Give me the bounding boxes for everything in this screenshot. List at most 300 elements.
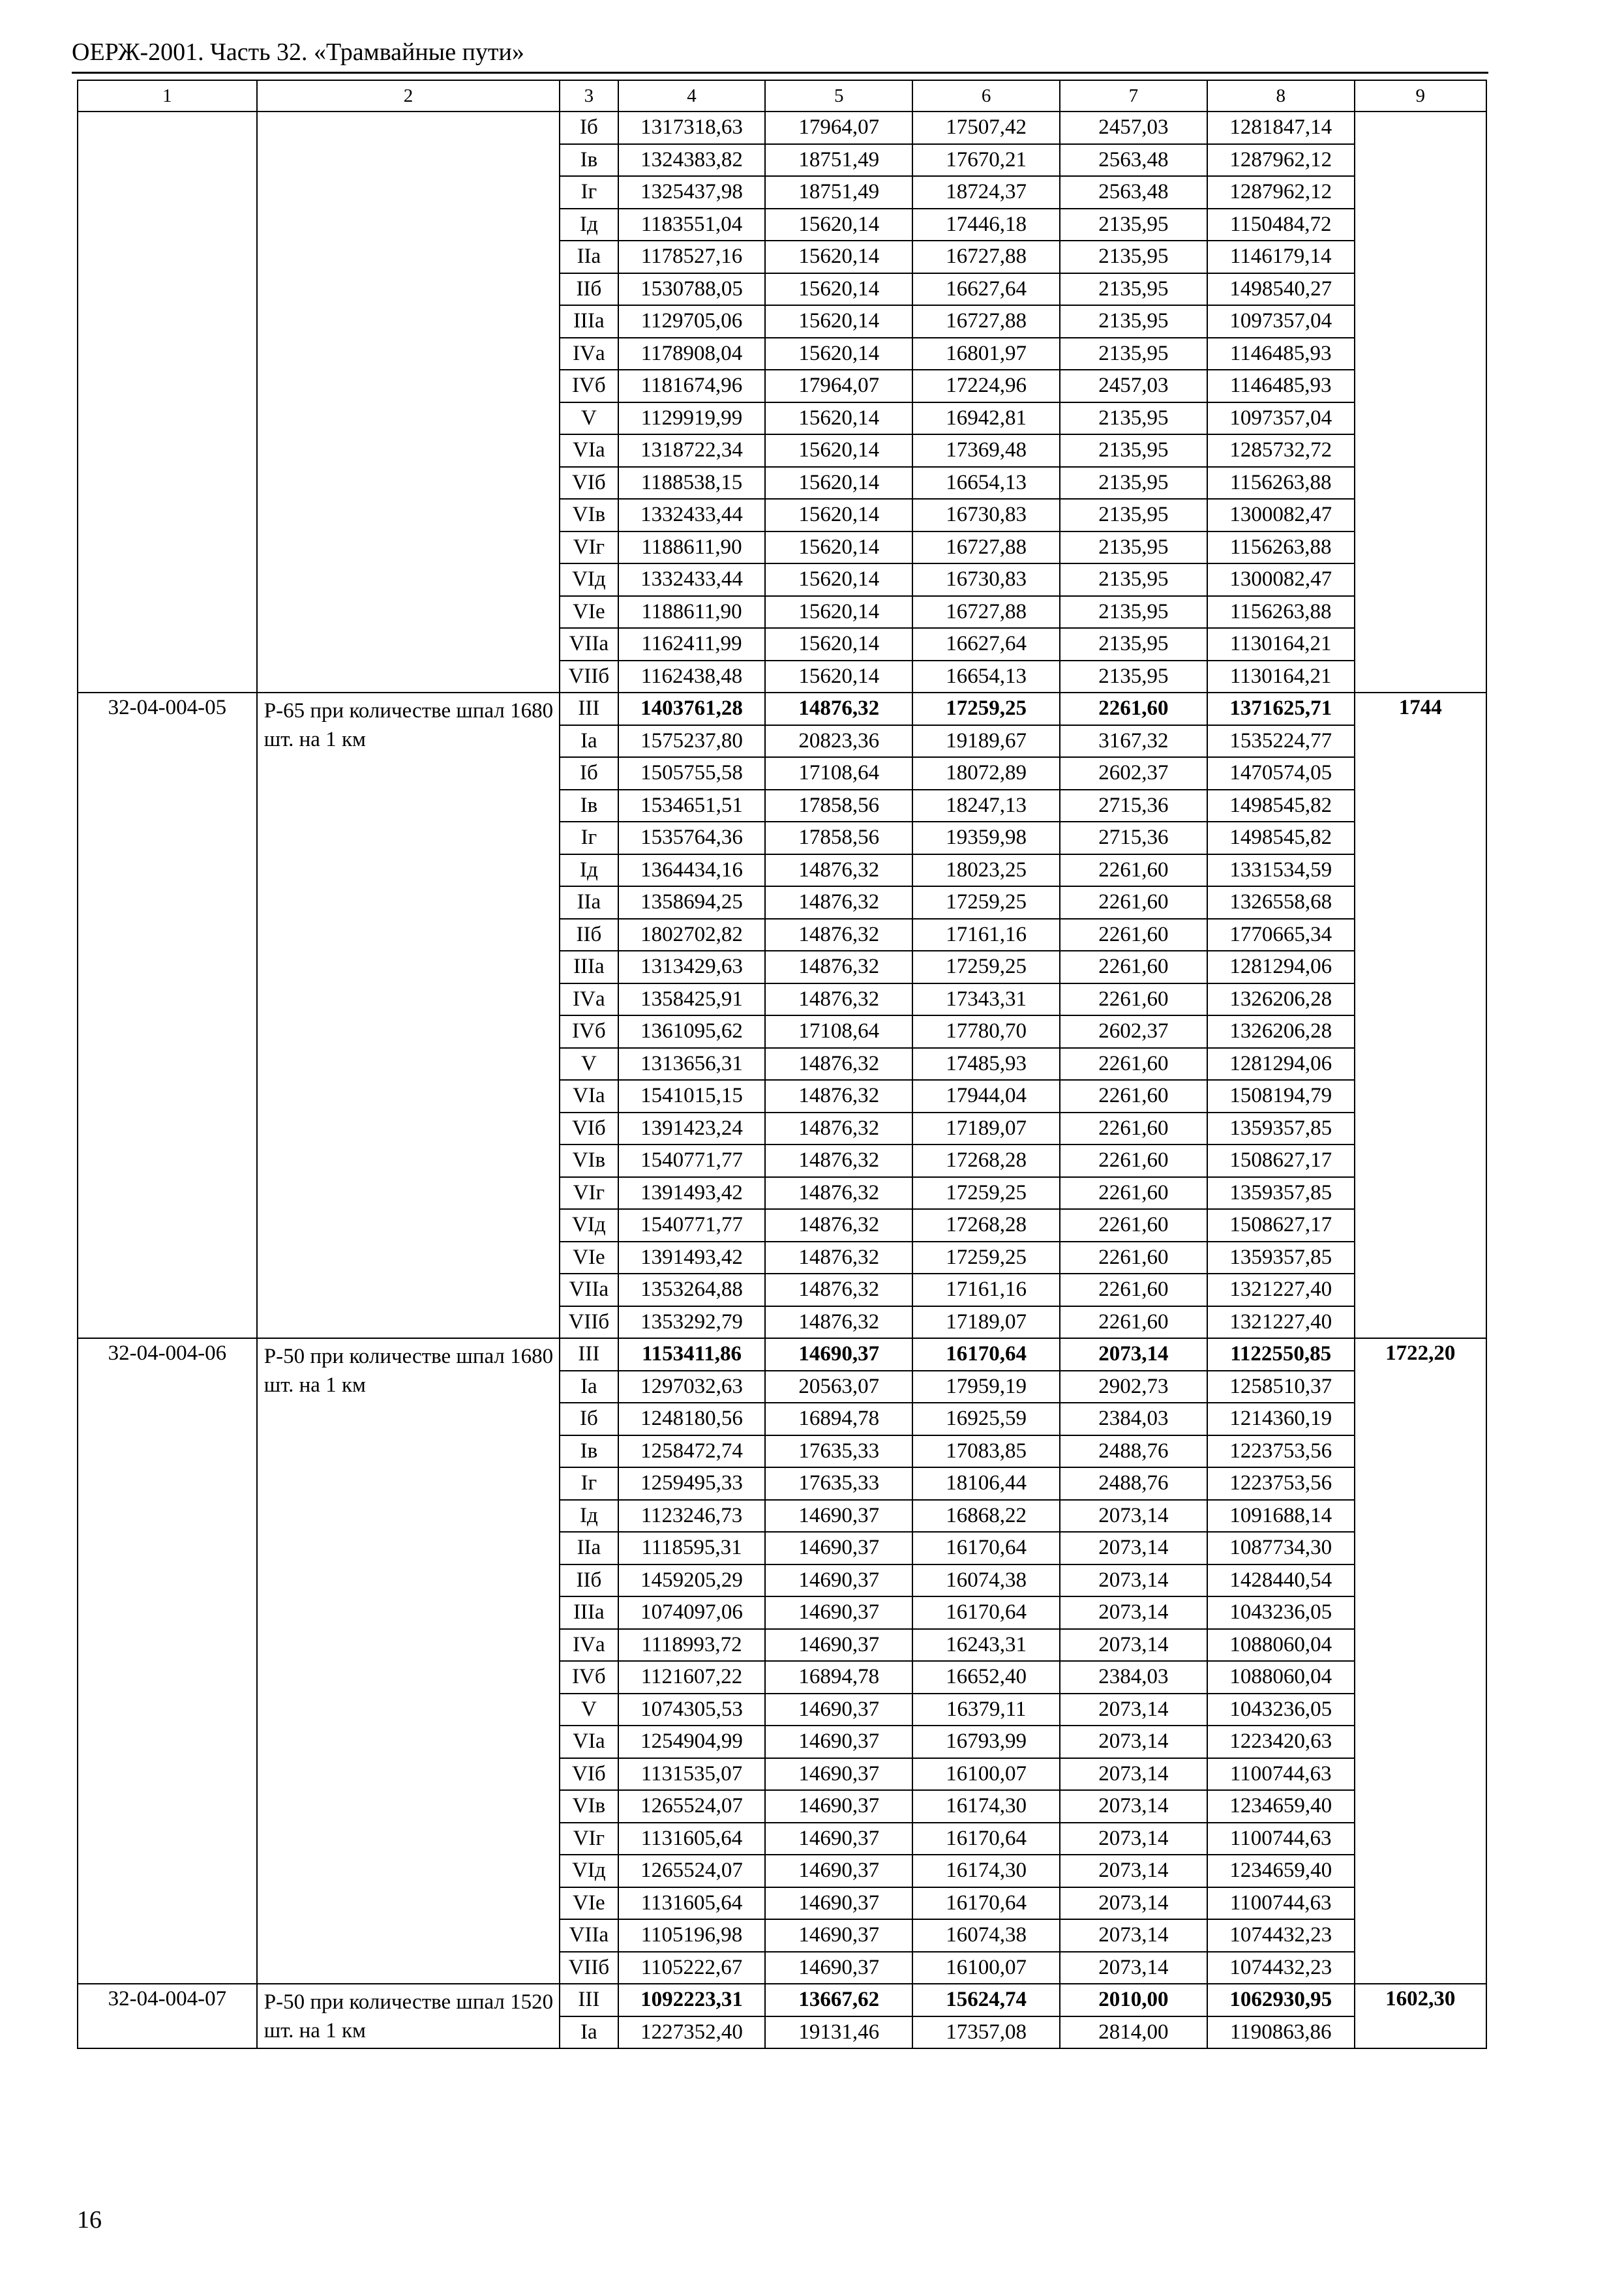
value-cell-col-5: 14876,32 [765,1144,912,1177]
value-cell-col-5: 19131,46 [765,2016,912,2049]
value-cell-col-8: 1097357,04 [1207,402,1355,435]
value-cell-col-8: 1258510,37 [1207,1371,1355,1403]
value-cell-col-7: 2814,00 [1060,2016,1207,2049]
value-cell-col-5: 17858,56 [765,790,912,822]
value-cell-col-8: 1156263,88 [1207,531,1355,564]
column-number-8: 8 [1207,80,1355,112]
value-cell-col-5: 18751,49 [765,176,912,209]
value-cell-col-7: 2261,60 [1060,1113,1207,1145]
value-cell-col-5: 16894,78 [765,1661,912,1694]
value-cell-col-6: 17357,08 [912,2016,1060,2049]
value-cell-col-4: 1118595,31 [618,1532,766,1564]
value-cell-col-7: 2602,37 [1060,1015,1207,1048]
value-cell-col-8: 1146485,93 [1207,370,1355,402]
value-cell-col-5: 14690,37 [765,1596,912,1629]
value-cell-col-8: 1287962,12 [1207,144,1355,177]
value-cell-col-6: 17446,18 [912,209,1060,241]
value-cell-col-4: 1391423,24 [618,1113,766,1145]
value-cell-col-4: 1153411,86 [618,1338,766,1371]
category-cell: IIIа [560,951,618,983]
value-cell-col-4: 1353264,88 [618,1274,766,1306]
value-cell-col-7: 2384,03 [1060,1661,1207,1694]
value-cell-col-6: 17670,21 [912,144,1060,177]
value-cell-col-6: 16074,38 [912,1564,1060,1597]
value-cell-col-4: 1353292,79 [618,1306,766,1339]
category-cell: VIб [560,1113,618,1145]
value-cell-col-5: 14876,32 [765,919,912,951]
value-cell-col-6: 17944,04 [912,1080,1060,1113]
value-cell-col-6: 16727,88 [912,596,1060,629]
value-cell-col-4: 1332433,44 [618,499,766,531]
value-cell-col-4: 1188538,15 [618,467,766,500]
value-cell-col-5: 17964,07 [765,370,912,402]
value-cell-col-8: 1508194,79 [1207,1080,1355,1113]
value-cell-col-4: 1325437,98 [618,176,766,209]
value-cell-col-5: 15620,14 [765,305,912,338]
value-cell-col-5: 14876,32 [765,1274,912,1306]
value-cell-col-7: 2073,14 [1060,1338,1207,1371]
value-cell-col-6: 19359,98 [912,822,1060,854]
value-cell-col-4: 1123246,73 [618,1500,766,1533]
value-cell-col-8: 1214360,19 [1207,1403,1355,1435]
category-cell: IIб [560,919,618,951]
category-cell: VIе [560,596,618,629]
value-cell-col-8: 1150484,72 [1207,209,1355,241]
value-cell-col-8: 1097357,04 [1207,305,1355,338]
value-cell-col-7: 2073,14 [1060,1596,1207,1629]
value-cell-col-4: 1802702,82 [618,919,766,951]
value-cell-col-5: 14876,32 [765,854,912,887]
value-cell-col-4: 1183551,04 [618,209,766,241]
value-cell-col-4: 1131535,07 [618,1758,766,1791]
value-cell-col-6: 16100,07 [912,1952,1060,1984]
table-body [78,80,1486,2048]
value-cell-col-5: 14690,37 [765,1952,912,1984]
value-cell-col-4: 1364434,16 [618,854,766,887]
value-cell-col-8: 1359357,85 [1207,1177,1355,1210]
value-cell-col-7: 2073,14 [1060,1629,1207,1662]
category-cell: VIIа [560,628,618,661]
category-cell: VIв [560,499,618,531]
category-cell: V [560,1694,618,1726]
category-cell: VIIб [560,1952,618,1984]
value-cell-col-6: 16730,83 [912,563,1060,596]
category-cell: VIб [560,467,618,500]
value-cell-col-4: 1121607,22 [618,1661,766,1694]
value-cell-col-4: 1074305,53 [618,1694,766,1726]
value-cell-col-7: 2261,60 [1060,1144,1207,1177]
value-cell-col-8: 1359357,85 [1207,1242,1355,1274]
value-cell-col-7: 2135,95 [1060,338,1207,370]
category-cell: IIб [560,273,618,306]
value-cell-col-5: 14876,32 [765,886,912,919]
column-number-6: 6 [912,80,1060,112]
value-cell-col-5: 15620,14 [765,596,912,629]
value-cell-col-6: 17161,16 [912,1274,1060,1306]
category-cell: VIIб [560,661,618,693]
table-row [78,1338,1486,1371]
value-cell-col-4: 1391493,42 [618,1242,766,1274]
item-description [257,112,560,693]
value-cell-col-5: 17635,33 [765,1467,912,1500]
value-cell-col-4: 1092223,31 [618,1984,766,2016]
value-cell-col-8: 1770665,34 [1207,919,1355,951]
value-cell-col-6: 18724,37 [912,176,1060,209]
value-cell-col-4: 1332433,44 [618,563,766,596]
value-cell-col-5: 14876,32 [765,1177,912,1210]
value-cell-col-7: 2261,60 [1060,1177,1207,1210]
value-cell-col-4: 1540771,77 [618,1209,766,1242]
value-cell-col-7: 2135,95 [1060,434,1207,467]
value-cell-col-4: 1358425,91 [618,983,766,1016]
category-cell: IVб [560,370,618,402]
value-cell-col-5: 17635,33 [765,1435,912,1468]
value-cell-col-6: 16174,30 [912,1790,1060,1823]
value-cell-col-7: 2457,03 [1060,370,1207,402]
category-cell: VIд [560,1209,618,1242]
value-cell-col-6: 17161,16 [912,919,1060,951]
value-cell-col-8: 1498545,82 [1207,790,1355,822]
value-cell-col-8: 1087734,30 [1207,1532,1355,1564]
value-cell-col-5: 15620,14 [765,499,912,531]
value-cell-col-8: 1156263,88 [1207,467,1355,500]
value-cell-col-6: 17189,07 [912,1306,1060,1339]
category-cell: III [560,1338,618,1371]
value-cell-col-8: 1088060,04 [1207,1661,1355,1694]
value-cell-col-6: 18023,25 [912,854,1060,887]
value-cell-col-5: 15620,14 [765,467,912,500]
value-cell-col-8: 1190863,86 [1207,2016,1355,2049]
value-cell-col-5: 15620,14 [765,563,912,596]
value-cell-col-5: 14690,37 [765,1855,912,1887]
value-cell-col-7: 2261,60 [1060,693,1207,725]
value-cell-col-6: 16793,99 [912,1726,1060,1758]
category-cell: Iд [560,1500,618,1533]
column-number-row [78,80,1486,112]
value-cell-col-4: 1391493,42 [618,1177,766,1210]
value-cell-col-4: 1105222,67 [618,1952,766,1984]
value-cell-col-4: 1575237,80 [618,725,766,758]
column-number-1: 1 [78,80,257,112]
item-description: Р-50 при количестве шпал 1520 шт. на 1 км [257,1984,560,2048]
item-description: Р-50 при количестве шпал 1680 шт. на 1 км [257,1338,560,1984]
value-cell-col-7: 2457,03 [1060,112,1207,144]
value-cell-col-7: 2135,95 [1060,467,1207,500]
value-cell-col-6: 16654,13 [912,661,1060,693]
value-cell-col-5: 15620,14 [765,338,912,370]
value-cell-col-5: 14690,37 [765,1500,912,1533]
value-cell-col-4: 1074097,06 [618,1596,766,1629]
value-cell-col-4: 1505755,58 [618,757,766,790]
value-cell-col-4: 1361095,62 [618,1015,766,1048]
value-cell-col-7: 2073,14 [1060,1564,1207,1597]
value-cell-col-7: 2135,95 [1060,628,1207,661]
category-cell: VIIб [560,1306,618,1339]
value-cell-col-7: 2073,14 [1060,1532,1207,1564]
column-number-2: 2 [257,80,560,112]
value-cell-col-7: 2073,14 [1060,1855,1207,1887]
value-cell-col-6: 16100,07 [912,1758,1060,1791]
category-cell: Iб [560,112,618,144]
value-cell-col-5: 18751,49 [765,144,912,177]
value-cell-col-6: 17259,25 [912,886,1060,919]
value-cell-col-6: 17507,42 [912,112,1060,144]
value-cell-col-7: 2135,95 [1060,209,1207,241]
value-cell-col-7: 2073,14 [1060,1694,1207,1726]
value-cell-col-6: 16868,22 [912,1500,1060,1533]
category-cell: Iа [560,2016,618,2049]
value-cell-col-7: 2563,48 [1060,144,1207,177]
category-cell: VIIа [560,1919,618,1952]
value-cell-col-8: 1281294,06 [1207,951,1355,983]
value-cell-col-4: 1265524,07 [618,1790,766,1823]
value-cell-col-7: 2261,60 [1060,983,1207,1016]
value-cell-col-7: 2261,60 [1060,1306,1207,1339]
value-cell-col-8: 1234659,40 [1207,1855,1355,1887]
value-cell-col-7: 2073,14 [1060,1919,1207,1952]
value-cell-col-6: 16170,64 [912,1596,1060,1629]
value-cell-col-6: 16727,88 [912,241,1060,273]
category-cell: IIIа [560,305,618,338]
value-cell-col-6: 16627,64 [912,628,1060,661]
value-cell-col-7: 2135,95 [1060,305,1207,338]
value-cell-col-5: 17964,07 [765,112,912,144]
value-cell-col-7: 2563,48 [1060,176,1207,209]
value-cell-col-5: 14876,32 [765,1080,912,1113]
value-cell-col-8: 1300082,47 [1207,563,1355,596]
category-cell: Iа [560,725,618,758]
value-cell-col-6: 16925,59 [912,1403,1060,1435]
value-cell-col-5: 15620,14 [765,531,912,564]
value-cell-col-4: 1324383,82 [618,144,766,177]
value-cell-col-6: 17083,85 [912,1435,1060,1468]
value-cell-col-4: 1248180,56 [618,1403,766,1435]
value-cell-col-5: 14876,32 [765,1242,912,1274]
value-cell-col-6: 17780,70 [912,1015,1060,1048]
value-cell-col-8: 1223753,56 [1207,1467,1355,1500]
value-cell-col-8: 1326206,28 [1207,1015,1355,1048]
value-cell-col-8: 1359357,85 [1207,1113,1355,1145]
value-cell-col-4: 1181674,96 [618,370,766,402]
value-cell-col-4: 1118993,72 [618,1629,766,1662]
value-cell-col-7: 2073,14 [1060,1758,1207,1791]
value-cell-col-6: 16174,30 [912,1855,1060,1887]
value-cell-col-4: 1129705,06 [618,305,766,338]
value-cell-col-6: 17369,48 [912,434,1060,467]
value-cell-col-8: 1371625,71 [1207,693,1355,725]
value-cell-col-6: 16730,83 [912,499,1060,531]
value-cell-col-6: 16074,38 [912,1919,1060,1952]
value-cell-col-4: 1131605,64 [618,1823,766,1855]
category-cell: VIг [560,1823,618,1855]
value-cell-col-5: 14876,32 [765,693,912,725]
item-total [1355,112,1486,693]
value-cell-col-8: 1100744,63 [1207,1758,1355,1791]
value-cell-col-5: 14690,37 [765,1694,912,1726]
value-cell-col-7: 2073,14 [1060,1726,1207,1758]
value-cell-col-8: 1062930,95 [1207,1984,1355,2016]
item-code: 32-04-004-06 [78,1338,257,1984]
value-cell-col-6: 18247,13 [912,790,1060,822]
value-cell-col-7: 2010,00 [1060,1984,1207,2016]
value-cell-col-4: 1129919,99 [618,402,766,435]
page-header: ОЕРЖ-2001. Часть 32. «Трамвайные пути» [72,38,524,66]
value-cell-col-4: 1188611,90 [618,531,766,564]
value-cell-col-8: 1498540,27 [1207,273,1355,306]
value-cell-col-7: 2261,60 [1060,1242,1207,1274]
value-cell-col-6: 17189,07 [912,1113,1060,1145]
value-cell-col-5: 14876,32 [765,1048,912,1081]
value-cell-col-6: 16801,97 [912,338,1060,370]
value-cell-col-8: 1326206,28 [1207,983,1355,1016]
value-cell-col-6: 17259,25 [912,1242,1060,1274]
value-cell-col-6: 16243,31 [912,1629,1060,1662]
value-cell-col-5: 15620,14 [765,661,912,693]
value-cell-col-5: 14690,37 [765,1726,912,1758]
value-cell-col-5: 14690,37 [765,1823,912,1855]
column-number-3: 3 [560,80,618,112]
value-cell-col-6: 16170,64 [912,1338,1060,1371]
value-cell-col-8: 1130164,21 [1207,628,1355,661]
value-cell-col-8: 1122550,85 [1207,1338,1355,1371]
value-cell-col-5: 14690,37 [765,1758,912,1791]
category-cell: Iб [560,1403,618,1435]
value-cell-col-4: 1459205,29 [618,1564,766,1597]
category-cell: IIб [560,1564,618,1597]
value-cell-col-6: 15624,74 [912,1984,1060,2016]
value-cell-col-5: 20563,07 [765,1371,912,1403]
value-cell-col-5: 16894,78 [765,1403,912,1435]
value-cell-col-8: 1331534,59 [1207,854,1355,887]
value-cell-col-8: 1234659,40 [1207,1790,1355,1823]
value-cell-col-6: 17268,28 [912,1209,1060,1242]
value-cell-col-8: 1223753,56 [1207,1435,1355,1468]
category-cell: Iг [560,1467,618,1500]
category-cell: Iв [560,1435,618,1468]
value-cell-col-7: 2261,60 [1060,854,1207,887]
value-cell-col-8: 1287962,12 [1207,176,1355,209]
value-cell-col-6: 17485,93 [912,1048,1060,1081]
item-code [78,112,257,693]
value-cell-col-6: 17259,25 [912,693,1060,725]
category-cell: VIд [560,1855,618,1887]
value-cell-col-6: 18072,89 [912,757,1060,790]
value-cell-col-6: 16727,88 [912,531,1060,564]
value-cell-col-4: 1131605,64 [618,1887,766,1920]
category-cell: IVа [560,1629,618,1662]
value-cell-col-5: 14876,32 [765,1306,912,1339]
value-cell-col-6: 17959,19 [912,1371,1060,1403]
value-cell-col-8: 1156263,88 [1207,596,1355,629]
value-cell-col-7: 2135,95 [1060,596,1207,629]
value-cell-col-8: 1043236,05 [1207,1694,1355,1726]
value-cell-col-5: 15620,14 [765,434,912,467]
category-cell: Iа [560,1371,618,1403]
value-cell-col-5: 17108,64 [765,1015,912,1048]
value-cell-col-5: 14690,37 [765,1790,912,1823]
value-cell-col-7: 2135,95 [1060,499,1207,531]
category-cell: VIг [560,1177,618,1210]
category-cell: Iг [560,822,618,854]
value-cell-col-7: 2073,14 [1060,1790,1207,1823]
column-number-4: 4 [618,80,766,112]
value-cell-col-7: 2073,14 [1060,1823,1207,1855]
value-cell-col-8: 1146179,14 [1207,241,1355,273]
value-cell-col-7: 2261,60 [1060,951,1207,983]
page-number: 16 [77,2206,102,2234]
value-cell-col-5: 17108,64 [765,757,912,790]
value-cell-col-7: 2073,14 [1060,1952,1207,1984]
value-cell-col-5: 14690,37 [765,1919,912,1952]
value-cell-col-4: 1318722,34 [618,434,766,467]
value-cell-col-5: 14690,37 [765,1338,912,1371]
value-cell-col-5: 20823,36 [765,725,912,758]
value-cell-col-8: 1321227,40 [1207,1306,1355,1339]
value-cell-col-6: 16942,81 [912,402,1060,435]
value-cell-col-4: 1541015,15 [618,1080,766,1113]
value-cell-col-6: 19189,67 [912,725,1060,758]
value-cell-col-5: 13667,62 [765,1984,912,2016]
value-cell-col-4: 1317318,63 [618,112,766,144]
value-cell-col-4: 1162411,99 [618,628,766,661]
value-cell-col-8: 1100744,63 [1207,1887,1355,1920]
value-cell-col-5: 15620,14 [765,402,912,435]
category-cell: VIб [560,1758,618,1791]
value-cell-col-8: 1074432,23 [1207,1919,1355,1952]
value-cell-col-7: 2135,95 [1060,273,1207,306]
value-cell-col-7: 2135,95 [1060,241,1207,273]
value-cell-col-5: 14690,37 [765,1887,912,1920]
category-cell: IIа [560,241,618,273]
value-cell-col-8: 1088060,04 [1207,1629,1355,1662]
value-cell-col-6: 16170,64 [912,1823,1060,1855]
value-cell-col-5: 14690,37 [765,1564,912,1597]
value-cell-col-5: 17858,56 [765,822,912,854]
value-cell-col-7: 2902,73 [1060,1371,1207,1403]
value-cell-col-4: 1534651,51 [618,790,766,822]
item-total: 1744 [1355,693,1486,1338]
value-cell-col-8: 1321227,40 [1207,1274,1355,1306]
category-cell: IVа [560,338,618,370]
value-cell-col-5: 14690,37 [765,1532,912,1564]
value-cell-col-6: 18106,44 [912,1467,1060,1500]
value-cell-col-7: 2135,95 [1060,661,1207,693]
category-cell: Iд [560,209,618,241]
value-cell-col-7: 2261,60 [1060,1080,1207,1113]
value-cell-col-7: 2488,76 [1060,1435,1207,1468]
category-cell: III [560,693,618,725]
value-cell-col-8: 1428440,54 [1207,1564,1355,1597]
column-number-9: 9 [1355,80,1486,112]
category-cell: Iв [560,790,618,822]
category-cell: VIд [560,563,618,596]
category-cell: VIе [560,1887,618,1920]
value-cell-col-5: 15620,14 [765,209,912,241]
value-cell-col-4: 1162438,48 [618,661,766,693]
value-cell-col-6: 16170,64 [912,1887,1060,1920]
value-cell-col-7: 2384,03 [1060,1403,1207,1435]
value-cell-col-7: 2602,37 [1060,757,1207,790]
value-cell-col-4: 1259495,33 [618,1467,766,1500]
value-cell-col-5: 14876,32 [765,1113,912,1145]
value-cell-col-4: 1313429,63 [618,951,766,983]
value-cell-col-4: 1540771,77 [618,1144,766,1177]
value-cell-col-6: 16652,40 [912,1661,1060,1694]
value-cell-col-8: 1146485,93 [1207,338,1355,370]
value-cell-col-7: 2715,36 [1060,822,1207,854]
value-cell-col-4: 1297032,63 [618,1371,766,1403]
header-rule [72,72,1488,74]
